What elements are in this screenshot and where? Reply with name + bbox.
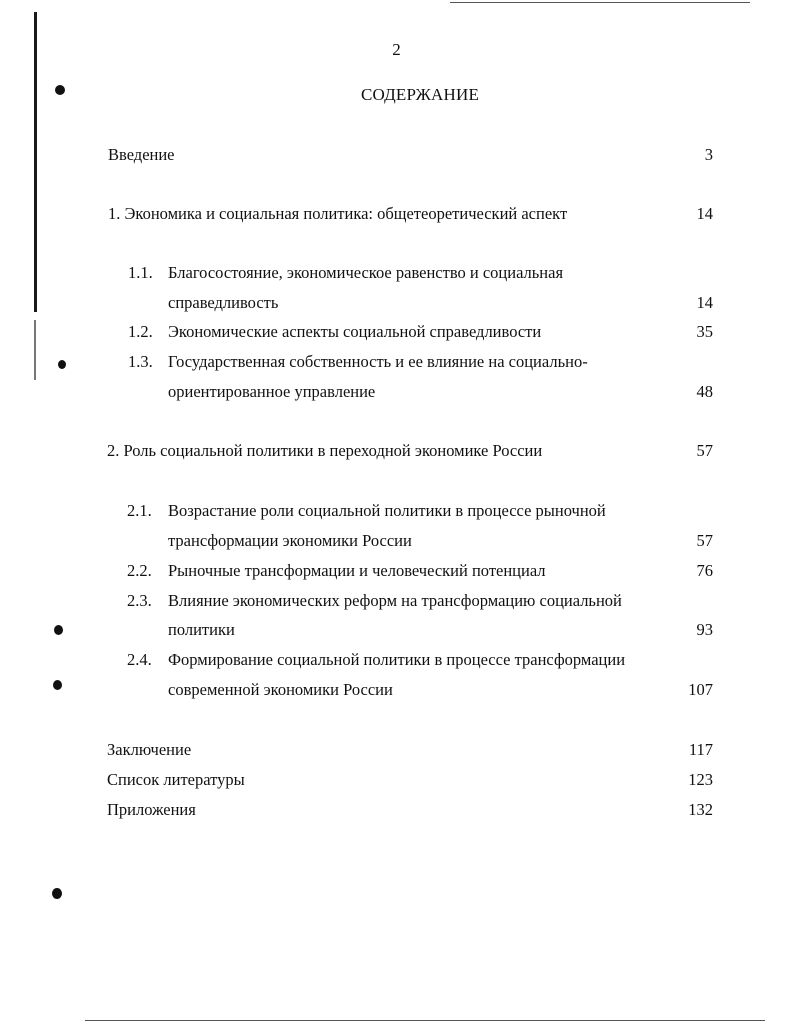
toc-page-2-3: 93 (696, 620, 713, 639)
scan-edge-line (450, 2, 750, 3)
toc-section-number: 1.2. (128, 322, 153, 341)
scan-speck (52, 888, 62, 899)
toc-section-2-1-title-cont: трансформации экономики России (168, 531, 412, 550)
toc-section-2-3-title: Влияние экономических реформ на трансформацию социальной (168, 591, 622, 610)
toc-entry-chapter-1: 1. Экономика и социальная политика: общетеоретический аспект (108, 204, 568, 223)
toc-section-2-2-title: Рыночные трансформации и человеческий потенциал (168, 561, 546, 580)
toc-entry-intro: Введение (108, 145, 175, 164)
toc-section-number: 2.3. (127, 591, 152, 610)
toc-entry-conclusion: Заключение (107, 740, 192, 759)
toc-page-appendices: 132 (688, 800, 713, 819)
toc-section-2-1-title: Возрастание роли социальной политики в процессе рыночной (168, 501, 606, 520)
scan-speck (58, 360, 66, 369)
toc-page-chapter-2: 57 (696, 441, 713, 460)
toc-section-1-1-title-cont: справедливость (168, 293, 279, 312)
toc-page-intro: 3 (704, 145, 713, 164)
toc-section-number: 2.1. (127, 501, 152, 520)
toc-entry-chapter-2: 2. Роль социальной политики в переходной экономике России (107, 441, 543, 460)
toc-page-1-3: 48 (696, 382, 713, 401)
toc-section-1-1-title: Благосостояние, экономическое равенство и социальная (168, 263, 564, 282)
toc-page-1-2: 35 (696, 322, 713, 341)
toc-section-number: 2.2. (127, 561, 152, 580)
scan-margin-line (34, 320, 36, 380)
toc-entry-appendices: Приложения (107, 800, 196, 819)
toc-title: СОДЕРЖАНИЕ (360, 85, 480, 104)
toc-section-2-4-title-cont: современной экономики России (168, 680, 393, 699)
toc-section-1-2-title: Экономические аспекты социальной справедливости (168, 322, 542, 341)
scan-speck (53, 680, 62, 690)
toc-section-number: 2.4. (127, 650, 152, 669)
page-number: 2 (392, 40, 401, 59)
toc-section-number: 1.1. (128, 263, 153, 282)
toc-page-references: 123 (688, 770, 713, 789)
toc-section-number: 1.3. (128, 352, 153, 371)
toc-section-2-3-title-cont: политики (168, 620, 235, 639)
toc-section-2-4-title: Формирование социальной политики в процессе трансформации (168, 650, 626, 669)
scan-edge-line (85, 1020, 765, 1021)
toc-section-1-3-title: Государственная собственность и ее влияние на социально- (168, 352, 588, 371)
toc-page-conclusion: 117 (688, 740, 713, 759)
toc-entry-references: Список литературы (107, 770, 245, 789)
scan-speck (54, 625, 63, 635)
toc-page-2-1: 57 (696, 531, 713, 550)
toc-page-2-4: 107 (688, 680, 713, 699)
toc-section-1-3-title-cont: ориентированное управление (168, 382, 376, 401)
toc-page-chapter-1: 14 (696, 204, 713, 223)
toc-page-1-1: 14 (696, 293, 713, 312)
toc-page-2-2: 76 (696, 561, 713, 580)
